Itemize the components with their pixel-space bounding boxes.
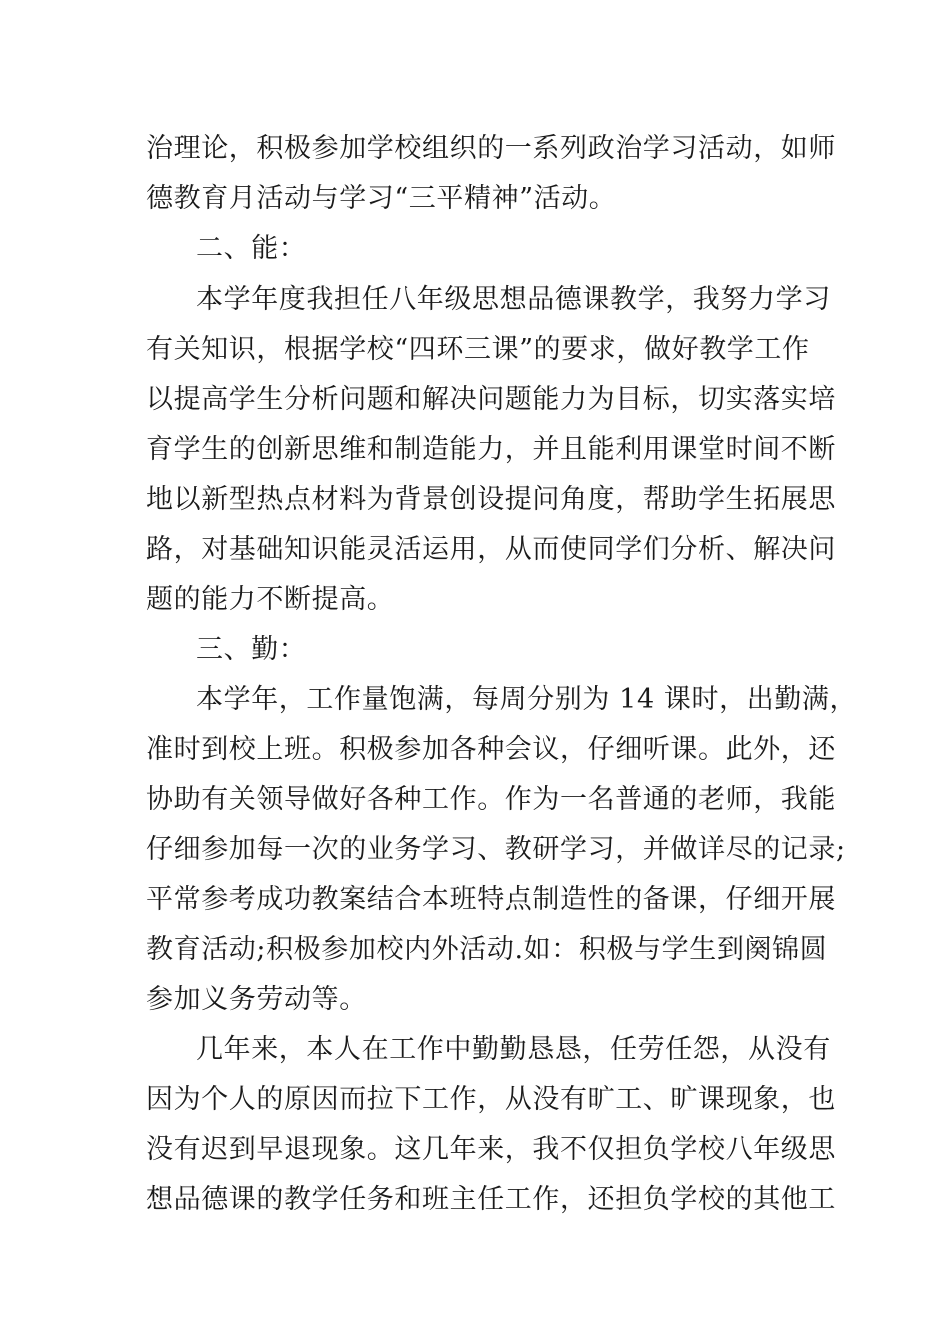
text-line: 以提高学生分析问题和解决问题能力为目标，切实落实培 bbox=[146, 384, 836, 415]
text-line: 本学年，工作量饱满，每周分别为 14 课时，出勤满， bbox=[196, 684, 858, 715]
text-line: 准时到校上班。积极参加各种会议，仔细听课。此外，还 bbox=[146, 734, 836, 765]
text-line: 育学生的创新思维和制造能力，并且能利用课堂时间不断 bbox=[146, 434, 836, 465]
text-line: 因为个人的原因而拉下工作，从没有旷工、旷课现象，也 bbox=[146, 1084, 836, 1115]
section-heading: 三、勤： bbox=[196, 634, 307, 665]
text-line: 地以新型热点材料为背景创设提问角度，帮助学生拓展思 bbox=[146, 484, 836, 515]
text-line: 治理论，积极参加学校组织的一系列政治学习活动，如师 bbox=[146, 133, 836, 164]
text-line: 平常参考成功教案结合本班特点制造性的备课，仔细开展 bbox=[146, 884, 836, 915]
text-line: 参加义务劳动等。 bbox=[146, 984, 367, 1015]
text-line: 题的能力不断提高。 bbox=[146, 584, 395, 615]
text-line: 德教育月活动与学习“三平精神”活动。 bbox=[146, 183, 617, 214]
text-line: 几年来，本人在工作中勤勤恳恳，任劳任怨，从没有 bbox=[196, 1034, 831, 1065]
text-line: 本学年度我担任八年级思想品德课教学，我努力学习 bbox=[196, 284, 831, 315]
text-line: 仔细参加每一次的业务学习、教研学习，并做详尽的记录; bbox=[146, 834, 846, 865]
text-line: 没有迟到早退现象。这几年来，我不仅担负学校八年级思 bbox=[146, 1134, 836, 1165]
text-line: 有关知识，根据学校“四环三课”的要求，做好教学工作 bbox=[146, 334, 810, 365]
text-line: 协助有关领导做好各种工作。作为一名普通的老师，我能 bbox=[146, 784, 836, 815]
text-line: 路，对基础知识能灵活运用，从而使同学们分析、解决问 bbox=[146, 534, 836, 565]
section-heading: 二、能： bbox=[196, 233, 307, 264]
text-line: 想品德课的教学任务和班主任工作，还担负学校的其他工 bbox=[146, 1184, 836, 1215]
text-line: 教育活动;积极参加校内外活动.如：积极与学生到阕锦圆 bbox=[146, 934, 828, 965]
